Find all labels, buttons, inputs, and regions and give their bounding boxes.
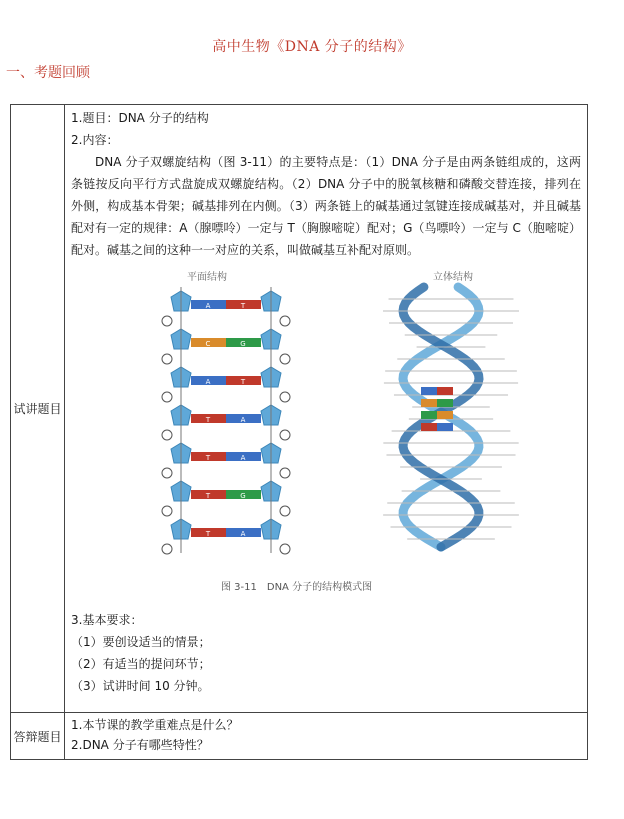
dna-figure: [141, 267, 581, 607]
phosphate-circle: [162, 468, 172, 478]
helix-base: [421, 387, 437, 395]
helix-base: [437, 399, 453, 407]
lecture-content-cell: [65, 105, 588, 713]
phosphate-circle: [280, 430, 290, 440]
phosphate-circle: [162, 316, 172, 326]
helix-base: [421, 411, 437, 419]
base-letter-left: T: [205, 416, 211, 424]
helix-structure-label: 立体结构: [433, 272, 473, 283]
topic-line: 1.题目：DNA 分子的结构: [71, 111, 209, 125]
phosphate-circle: [280, 316, 290, 326]
helix-base: [421, 399, 437, 407]
content-paragraph: DNA 分子双螺旋结构（图 3-11）的主要特点是：（1）DNA 分子是由两条链组成的，这两条链按反向平行方式盘旋成双螺旋结构。（2）DNA 分子中的脱氧核糖和磷酸交替连接，排列在外侧，构成基本骨架；碱基排列在内侧。（3）两条链上的碱基通过氢键连接成碱基对，并且碱基配对有一定的规律：A（腺嘌呤）一定与 T（胸腺嘧啶）配对；G（鸟嘌呤）一定与 C（胞嘧啶）配对。碱基之间的这种一一对应的关系，叫做碱基互补配对原则。: [71, 155, 581, 257]
phosphate-circle: [280, 468, 290, 478]
phosphate-circle: [280, 506, 290, 516]
base-letter-left: A: [205, 378, 211, 386]
helix-base: [421, 423, 437, 431]
base-letter-left: C: [205, 340, 211, 348]
phosphate-circle: [280, 354, 290, 364]
base-letter-right: A: [240, 454, 246, 462]
table-row-lecture: [11, 105, 588, 713]
phosphate-circle: [162, 392, 172, 402]
phosphate-circle: [280, 544, 290, 554]
section-heading: 一、考题回顾: [6, 65, 90, 81]
base-letter-right: G: [240, 492, 246, 500]
helix-base: [437, 411, 453, 419]
phosphate-circle: [162, 506, 172, 516]
figure-caption: 图 3-11 DNA 分子的结构模式图: [221, 582, 373, 593]
defense-content-cell: [65, 713, 588, 760]
base-letter-left: T: [205, 454, 211, 462]
base-letter-right: A: [240, 416, 246, 424]
requirement-item: （2）有适当的提问环节；: [71, 657, 211, 671]
base-letter-left: A: [205, 302, 211, 310]
base-letter-right: T: [240, 378, 246, 386]
base-letter-left: T: [205, 530, 211, 538]
base-letter-right: A: [240, 530, 246, 538]
row-label-lecture: 试讲题目: [11, 105, 65, 713]
requirements-heading: 3.基本要求：: [71, 613, 143, 627]
phosphate-circle: [162, 430, 172, 440]
requirement-item: （3）试讲时间 10 分钟。: [71, 679, 210, 693]
content-heading: 2.内容：: [71, 133, 119, 147]
table-row-defense: [11, 713, 588, 760]
dna-diagram: [141, 277, 581, 577]
row-label-defense: 答辩题目: [11, 713, 65, 760]
phosphate-circle: [162, 544, 172, 554]
page-title: 高中生物《DNA 分子的结构》: [212, 39, 412, 55]
exam-table: [10, 104, 588, 760]
base-letter-left: T: [205, 492, 211, 500]
base-letter-right: T: [240, 302, 246, 310]
question-item: 1.本节课的教学重难点是什么？: [71, 718, 239, 732]
question-item: 2.DNA 分子有哪些特性？: [71, 738, 209, 752]
flat-structure-label: 平面结构: [187, 272, 227, 283]
requirement-item: （1）要创设适当的情景；: [71, 635, 211, 649]
helix-base: [437, 423, 453, 431]
helix-base: [437, 387, 453, 395]
phosphate-circle: [280, 392, 290, 402]
base-letter-right: G: [240, 340, 246, 348]
phosphate-circle: [162, 354, 172, 364]
